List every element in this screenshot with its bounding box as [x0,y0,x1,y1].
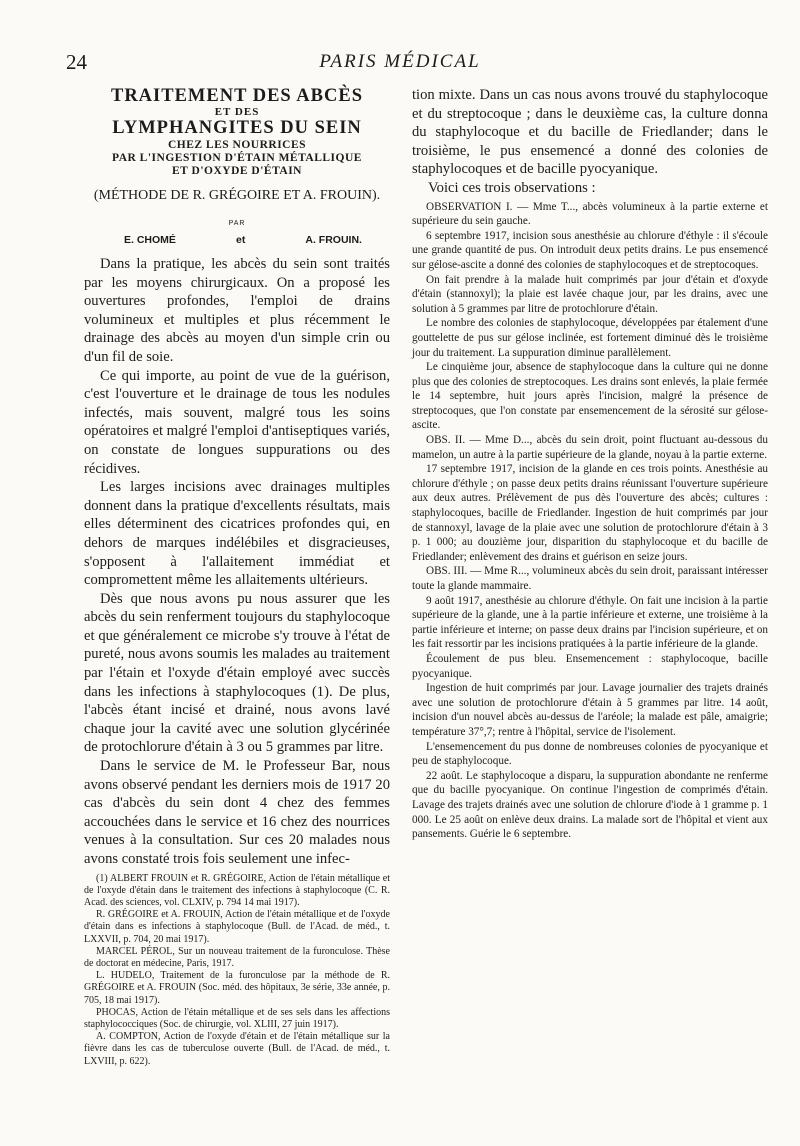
title-line-2: ET DES [214,106,260,118]
footnote: A. COMPTON, Action de l'oxyde d'étain et de l'étain métallique sur la fièvre dans les cas de tuberculose ouverte (Bull. de l'Acad. de méd., t. LXVIII, p. 622). [84,1031,390,1067]
running-head: PARIS MÉDICAL [319,51,481,72]
footnotes [84,873,390,1068]
author-2: A. FROUIN. [305,234,362,246]
observation-paragraph: Le nombre des colonies de staphylocoque, développées par étalement d'une gouttelette de pus sur gélose inclinée, est fortement diminué dès le troisième jour du traitement. La suppuration diminue parallèlement. [412,317,768,359]
authors [124,234,362,246]
paragraph: Les larges incisions avec drainages multiples donnent dans la pratique d'excellents résultats, mais elles déterminent des cicatrices profondes qui, en dehors de marques indélébiles et disgracieuses, s'opposent à l'allaitement immédiat et compromettent même les allaitements ultérieurs. [84,479,390,589]
byline-par: PAR [228,220,246,227]
observation-paragraph: On fait prendre à la malade huit comprimés par jour d'étain et d'oxyde d'étain (stannoxyl); la plaie est lavée chaque jour, par les drains, avec une solution à 5 grammes par litre de protochlorure d'étain. [412,273,768,315]
title-line-1: TRAITEMENT DES ABCÈS [110,86,363,106]
paragraph-continued: tion mixte. Dans un cas nous avons trouvé du staphylocoque et du streptocoque ; dans le deuxième cas, la culture donna du staphylocoque et du bacille de Friedlander; dans le troisième, le pus ensemencé a donné des colonies de staphylocoques et de bacille pyocyanique. [412,87,768,178]
page-number: 24 [66,50,87,74]
left-column [84,86,390,1068]
author-1: E. CHOMÉ [124,234,176,246]
footnote: (1) ALBERT FROUIN et R. GRÉGOIRE, Action de l'étain métallique et de l'oxyde d'étain dans le traitement des infections à staphylocoque (C. R. Acad. des sciences, vol. CLXIV, p. 794 14 mai 1917). [84,872,390,908]
observation-paragraph: L'ensemencement du pus donne de nombreuses colonies de pyocyanique et peu de staphylocoque. [412,740,768,768]
right-column [412,86,768,842]
paragraph: Ce qui importe, au point de vue de la guérison, c'est l'ouverture et le drainage de tous les nodules infectés, mais souvent, malgré tous les soins opératoires et malgré l'emploi d'antiseptiques variés, on constate de longues suppurations ou des récidives. [84,367,390,477]
paragraph: Dès que nous avons pu nous assurer que les abcès du sein renferment toujours du staphylocoque et que généralement ce microbe s'y trouve à l'état de pureté, nous avons soumis les malades au traitement par l'étain et l'oxyde d'étain employé avec succès dans les infections à staphylocoques (1). De plus, l'abcès étant incisé et drainé, nous avons lavé chaque jour la cavité avec une solution glycérinée de protochlorure d'étain à 3 ou 5 grammes par litre. [84,590,390,756]
observation-paragraph: Ingestion de huit comprimés par jour. Lavage journalier des trajets drainés avec une solution de protochlorure d'étain à 5 grammes par litre. 14 août, incision d'un nouvel abcès au-dessus de l'aréole; la malade est pâle, amaigrie; température 37°,7; rentre à l'hôpital, service de l'isolement. [412,682,768,738]
footnote: PHOCAS, Action de l'étain métallique et de ses sels dans les affections staphylococciques (Soc. de chirurgie, vol. XLIII, 27 juin 1917). [84,1006,390,1031]
title-line-3: LYMPHANGITES DU SEIN [112,118,362,138]
footnote: L. HUDELO, Traitement de la furonculose par la méthode de R. GRÉGOIRE et A. FROUIN (Soc. méd. des hôpitaux, 3e série, 33e année, p. 705, 18 mai 1917). [84,970,390,1006]
method-subtitle: (MÉTHODE DE R. GRÉGOIRE ET A. FROUIN). [93,188,381,203]
observation-paragraph: 9 août 1917, anesthésie au chlorure d'éthyle. On fait une incision à la partie supérieure de la glande, une à la partie inférieure et externe, une troisième à la partie inférieure et interne; on passe deux drains par l'incision supérieure, et on les fait ressortir par les incisions pratiquées à la partie inférieure de la glande. [412,594,768,651]
observation-paragraph: OBS. II. — Mme D..., abcès du sein droit, point fluctuant au-dessous du mamelon, un autre à la partie supérieure de la glande, noyau à la partie externe. [412,434,768,461]
observation-paragraph: Le cinquième jour, absence de staphylocoque dans la culture qui ne donne plus que des colonies de streptocoques. Les drains sont enlevés, la plaie fermée le 14 septembre, huit jours après l'incision, malgré la présence de streptocoques, que l'on constate par ensemencement de la sérosité sur gélose-ascite. [412,361,768,432]
title-line-4: CHEZ LES NOURRICES [167,139,307,151]
paragraph: Dans la pratique, les abcès du sein sont traités par les moyens chirurgicaux. On a proposé les ouvertures profondes, l'emploi de drains volumineux et multiples et plus récemment le drainage des abcès au moyen d'un simple crin ou d'un fil de soie. [84,256,390,365]
left-body [84,255,390,869]
observation-paragraph: OBSERVATION I. — Mme T..., abcès volumineux à la partie externe et supérieure du sein gauche. [412,200,768,228]
title-line-5: PAR L'INGESTION D'ÉTAIN MÉTALLIQUE [112,152,362,164]
footnote: R. GRÉGOIRE et A. FROUIN, Action de l'étain métallique et de l'oxyde d'étain dans es infections à staphylocoque (Bull. de l'Acad. de méd., t. LXXVII, p. 704, 20 mai 1917). [84,909,390,945]
observation-paragraph: OBS. III. — Mme R..., volumineux abcès du sein droit, paraissant intéresser toute la glande mammaire. [412,565,768,592]
article-title [84,86,390,178]
footnote: MARCEL PÉROL, Sur un nouveau traitement de la furonculose. Thèse de doctorat en médecine, Paris, 1917. [84,945,390,970]
paragraph: Dans le service de M. le Professeur Bar, nous avons observé pendant les derniers mois de 1917 20 cas d'abcès du sein dont 4 chez des femmes accouchées dans le service et 16 chez des nourrices venues à la consultation. Sur ces 20 malades nous avons constaté trois fois seulement une infec- [84,758,390,867]
observation-paragraph: 6 septembre 1917, incision sous anesthésie au chlorure d'éthyle : il s'écoule une grande quantité de pus. On introduit deux petits drains. Le pus ensemencé sur gélose-ascite a donné des colonies de staphylocoques et de streptocoques. [412,229,768,271]
author-and: et [235,234,246,246]
observation-paragraph: 17 septembre 1917, incision de la glande en ces trois points. Anesthésie au chlorure d'éthyle ; on passe deux petits drains réunissant l'ouverture supérieure aux deux autres. Prélèvement de pus dès l'ouverture des abcès; cultures : staphylocoques, bacille de Friedlander. Ingestion de huit comprimés par jour de stannoxyl, lavage de la plaie avec une solution de protochlorure d'étain à 3 p. 1 000; au douzième jour, disparition du staphylocoque et du bacille de Friedlander; enlèvement des drains et guérison en seize jours. [412,463,768,563]
observations [412,200,768,842]
observation-paragraph: Écoulement de pus bleu. Ensemencement : staphylocoque, bacille pyocyanique. [412,652,768,680]
paragraph: Voici ces trois observations : [428,179,596,196]
title-line-6: ET D'OXYDE D'ÉTAIN [172,165,302,177]
observation-paragraph: 22 août. Le staphylocoque a disparu, la suppuration abondante ne renferme que du bacille pyocyanique. On continue l'ingestion de comprimés d'étain. Lavage des trajets drainés avec une solution de chlorure d'iode à 1 gramme p. 1 000. Le 25 août on enlève deux drains. La malade sort de l'hôpital et vient aux pansements. Guérie le 6 septembre. [412,769,768,841]
